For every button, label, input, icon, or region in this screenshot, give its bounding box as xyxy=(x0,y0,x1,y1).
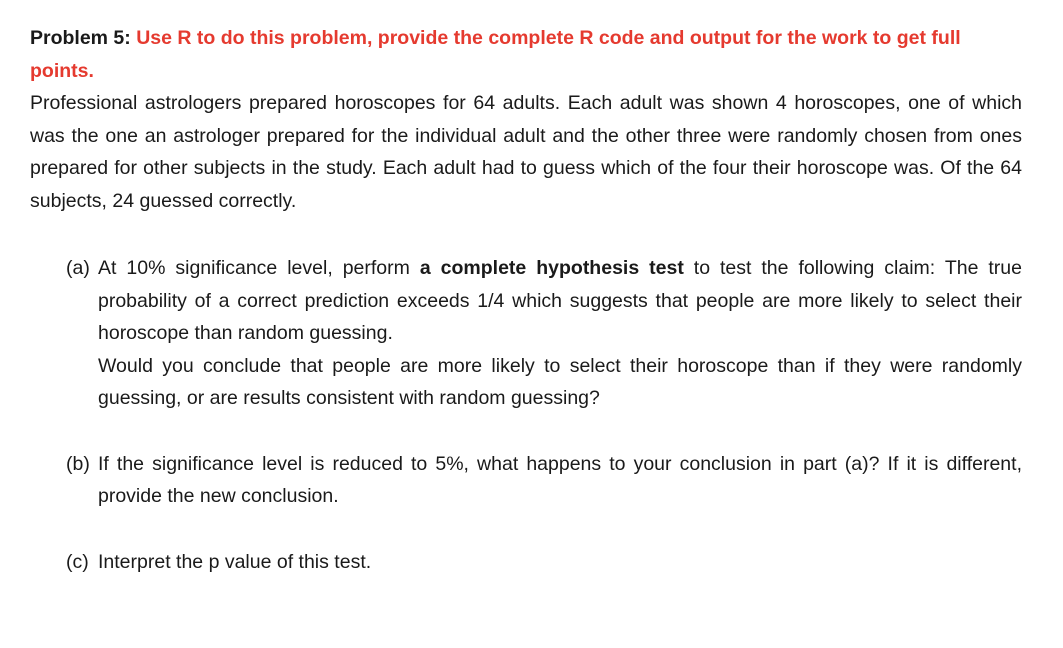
part-a-question xyxy=(98,252,1022,350)
part-a xyxy=(30,252,1022,415)
part-b xyxy=(30,448,1022,513)
part-a-followup: Would you conclude that people are more likely to select their horoscope than if they were randomly guessing, or are results consistent with random guessing? xyxy=(98,354,1022,409)
problem-document xyxy=(30,22,1022,578)
part-a-text-before: At 10% significance level, perform xyxy=(98,257,420,279)
part-a-body xyxy=(98,252,1022,415)
part-c-label: (c) xyxy=(66,550,89,573)
part-b-text: If the significance level is reduced to 5%, what happens to your conclusion in part (a)? If it is different, provide the new conclusion. xyxy=(98,452,1022,507)
problem-label: Problem 5: xyxy=(30,27,131,49)
problem-instruction: Use R to do this problem, provide the complete R code and output for the work to get full points. xyxy=(30,27,961,82)
part-c-text: Interpret the p value of this test. xyxy=(98,550,372,573)
problem-heading xyxy=(30,22,1022,87)
problem-intro: Professional astrologers prepared horoscopes for 64 adults. Each adult was shown 4 horoscopes, one of which was the one an astrologer prepared for the individual adult and the other three were randomly chosen from ones prepared for other subjects in the study. Each adult had to guess which of the four their horoscope was. Of the 64 subjects, 24 guessed correctly. xyxy=(30,92,1022,212)
part-a-bold-text: a complete hypothesis test xyxy=(419,257,684,279)
part-c xyxy=(30,546,1022,579)
problem-parts xyxy=(30,252,1022,578)
part-a-label: (a) xyxy=(66,257,90,279)
part-a-text-after: to test the following claim: The true probability of a correct prediction exceeds 1/4 which suggests that people are more likely to select their horoscope than random guessing. xyxy=(98,257,1022,344)
part-b-label: (b) xyxy=(66,452,90,475)
